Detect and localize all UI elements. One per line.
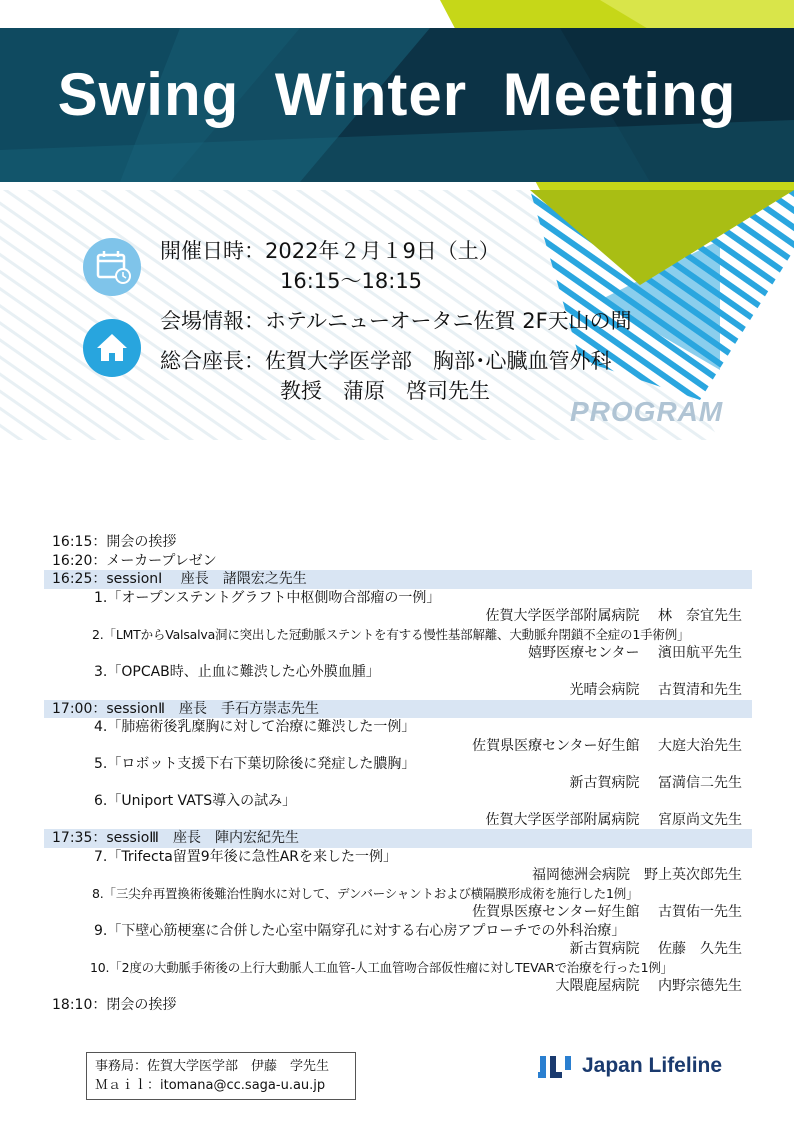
speaker-affiliation: 新古賀病院 佐藤 久先生: [569, 941, 742, 957]
speaker-row: [44, 811, 752, 830]
office-line: 事務局：佐賀大学医学部 伊藤 学先生: [95, 1059, 330, 1074]
chair-label: 総合座長：: [160, 349, 265, 373]
office-mail: Ｍａｉｌ：itomana@cc.saga-u.au.jp: [95, 1078, 326, 1093]
speaker-affiliation: 新古賀病院 冨満信二先生: [569, 774, 742, 791]
date-label: 開催日時：: [160, 239, 265, 263]
talk-title: 8.「三尖弁再置換術後難治性胸水に対して、デンバーシャントおよび横隔膜形成術を施行した1例」: [92, 885, 639, 901]
speaker-row: [44, 607, 752, 626]
talk-title: 3.「OPCAB時、止血に難渋した心外膜血腫」: [94, 663, 380, 680]
schedule-text: 18:10：閉会の挨拶: [52, 996, 177, 1013]
session-title: 16:25：sessionⅠ 座長 諸隈宏之先生: [52, 571, 307, 587]
home-icon: [83, 319, 141, 377]
program-schedule: [44, 533, 752, 1014]
office-contact: [86, 1052, 356, 1100]
talk-title: 9.「下壁心筋梗塞に合併した心室中隔穿孔に対する右心房アプローチでの外科治療」: [94, 922, 626, 939]
talk-row: [44, 718, 752, 737]
venue-label: 会場情報：: [160, 309, 265, 333]
talk-title: 4.「肺癌術後乳糜胸に対して治療に難渋した一例」: [94, 719, 416, 735]
speaker-affiliation: 佐賀大学医学部附属病院 林 奈宜先生: [485, 608, 742, 624]
speaker-affiliation: 嬉野医療センター 濱田航平先生: [528, 645, 742, 661]
speaker-row: [44, 774, 752, 793]
speaker-row: [44, 681, 752, 700]
talk-row: [44, 792, 752, 811]
speaker-row: [44, 737, 752, 756]
jll-logo-mark: [538, 1052, 578, 1082]
time-value: 16:15～18:15: [280, 269, 423, 293]
speaker-row: [44, 977, 752, 996]
schedule-item: [44, 552, 752, 571]
talk-title: 5.「ロボット支援下右下葉切除後に発症した膿胸」: [94, 756, 416, 772]
sponsor-logo: [538, 1052, 748, 1082]
talk-row: [44, 848, 752, 867]
talk-row: [44, 626, 752, 645]
venue-value: ホテルニューオータニ佐賀 2F天山の間: [265, 309, 632, 333]
session-title: 17:35：sessioⅢ 座長 陣内宏紀先生: [52, 830, 299, 846]
schedule-item: [44, 533, 752, 552]
chair-name: 教授 蒲原 啓司先生: [280, 379, 490, 403]
talk-row: [44, 885, 752, 904]
talk-title: 10.「2度の大動脈手術後の上行大動脈人工血管-人工血管吻合部仮性瘤に対しTEVARで治療を行った1例」: [90, 959, 673, 975]
talk-row: [44, 959, 752, 978]
date-line: [160, 236, 500, 266]
venue-line: [160, 306, 632, 336]
session-header: [44, 700, 752, 719]
speaker-row: [44, 644, 752, 663]
event-title: Swing Winter Meeting: [57, 61, 737, 128]
schedule-item: [44, 996, 752, 1015]
talk-row: [44, 755, 752, 774]
talk-title: 7.「Trifecta留置9年後に急性ARを来した一例」: [94, 848, 398, 865]
speaker-affiliation: 佐賀県医療センター好生館 古賀佑一先生: [472, 904, 742, 920]
date-value: 2022年２月１9日（土）: [265, 239, 500, 263]
program-watermark: PROGRAM: [570, 396, 724, 427]
speaker-row: [44, 866, 752, 885]
session-header: [44, 829, 752, 848]
chair-value: 佐賀大学医学部 胸部･心臓血管外科: [265, 349, 612, 373]
talk-row: [44, 589, 752, 608]
speaker-affiliation: 福岡徳洲会病院 野上英次郎先生: [532, 867, 742, 883]
schedule-text: 16:20：メーカープレゼン: [52, 552, 217, 569]
calendar-icon: [83, 238, 141, 296]
speaker-affiliation: 大隈鹿屋病院 内野宗德先生: [555, 978, 742, 994]
session-title: 17:00：sessionⅡ 座長 手石方崇志先生: [52, 700, 320, 717]
talk-row: [44, 663, 752, 682]
speaker-row: [44, 903, 752, 922]
speaker-affiliation: 佐賀県医療センター好生館 大庭大治先生: [472, 737, 742, 754]
talk-row: [44, 922, 752, 941]
talk-title: 6.「Uniport VATS導入の試み」: [94, 793, 297, 809]
speaker-affiliation: 光晴会病院 古賀清和先生: [569, 682, 742, 698]
speaker-affiliation: 佐賀大学医学部附属病院 宮原尚文先生: [485, 811, 742, 828]
chair-line: [160, 346, 612, 376]
talk-title: 2.「LMTからValsalva洞に突出した冠動脈ステントを有する慢性基部解離、大動脈弁閉鎖不全症の1手術例」: [92, 626, 690, 642]
sponsor-name: Japan Lifeline: [582, 1054, 723, 1077]
session-header: [44, 570, 752, 589]
talk-title: 1.「オープンステントグラフト中枢側吻合部瘤の一例」: [94, 589, 441, 606]
speaker-row: [44, 940, 752, 959]
schedule-text: 16:15：開会の挨拶: [52, 534, 177, 550]
